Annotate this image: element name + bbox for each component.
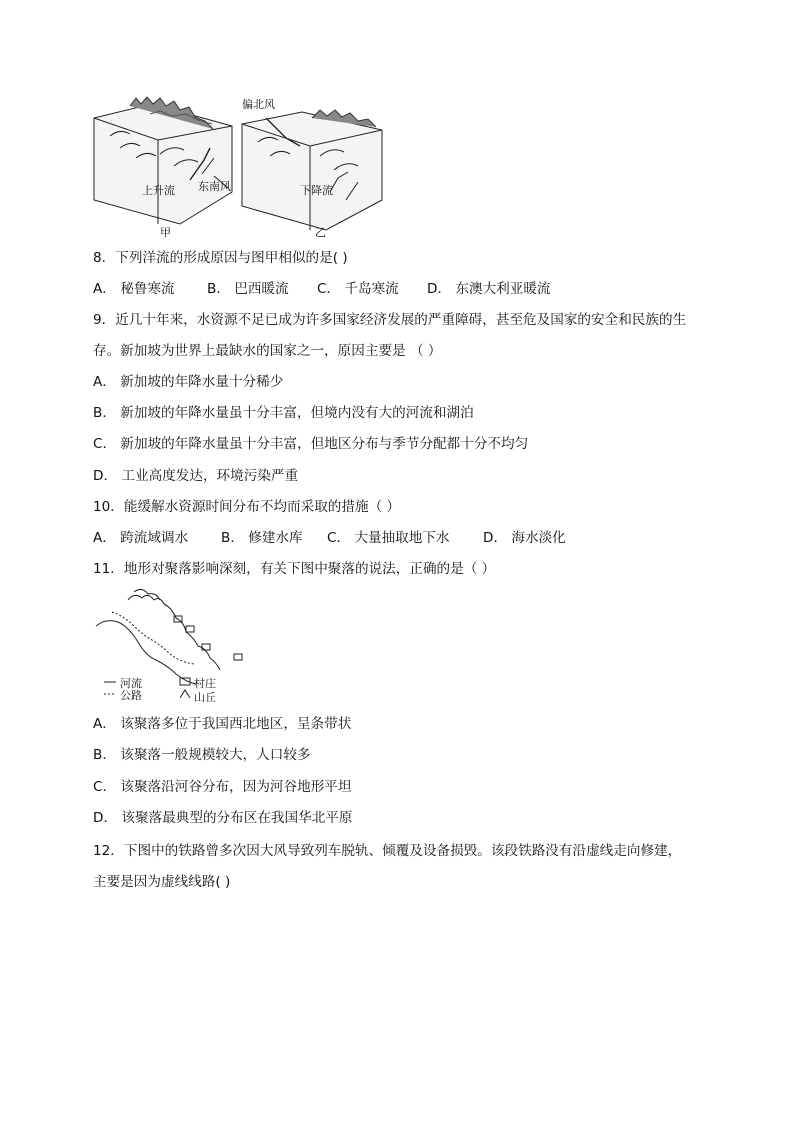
legend-hill-symbol [180, 690, 190, 698]
question-10-options [93, 529, 566, 547]
question-10-option-b[interactable]: B． 修建水库 [221, 530, 303, 546]
question-10-option-d[interactable]: D． 海水淡化 [483, 530, 566, 546]
downwelling-label: 下降流 [300, 184, 333, 197]
village-marker [202, 644, 210, 650]
question-9-option-c[interactable]: C． 新加坡的年降水量虽十分丰富，但地区分布与季节分配都十分不均匀 [93, 436, 529, 452]
southeast-wind-label: 东南风 [198, 180, 231, 193]
question-11-option-d[interactable]: D． 该聚落最典型的分布区在我国华北平原 [93, 810, 353, 826]
question-8-option-d[interactable]: D． 东澳大利亚暖流 [427, 281, 551, 297]
legend-hill-label: 山丘 [194, 691, 216, 704]
question-10-option-a[interactable]: A． 跨流域调水 [93, 530, 189, 546]
panel-right-block [242, 110, 382, 230]
question-9-stem-line1: 9．近几十年来，水资源不足已成为许多国家经济发展的严重障碍，甚至危及国家的安全和民族的生 [93, 312, 687, 328]
village-marker [234, 654, 242, 660]
panel-left-block [94, 97, 232, 224]
river-line [96, 621, 196, 684]
ocean-current-figure [90, 96, 390, 238]
question-10-option-c[interactable]: C． 大量抽取地下水 [327, 530, 450, 546]
question-11-option-a[interactable]: A． 该聚落多位于我国西北地区，呈条带状 [93, 716, 352, 732]
question-9-option-a[interactable]: A． 新加坡的年降水量十分稀少 [93, 374, 284, 390]
question-12-stem-line2: 主要是因为虚线线路( ) [93, 874, 231, 890]
north-wind-label: 偏北风 [242, 98, 275, 111]
ocean-current-diagram [90, 96, 390, 238]
legend-river-label: 河流 [120, 677, 142, 690]
question-9-option-b[interactable]: B． 新加坡的年降水量虽十分丰富，但境内没有大的河流和湖泊 [93, 405, 474, 421]
question-8-option-b[interactable]: B． 巴西暖流 [207, 281, 289, 297]
legend-village-label: 村庄 [194, 677, 216, 690]
question-11-option-c[interactable]: C． 该聚落沿河谷分布，因为河谷地形平坦 [93, 779, 352, 795]
panel-left-caption: 甲 [160, 226, 171, 239]
question-11-stem: 11．地形对聚落影响深刻，有关下图中聚落的说法，正确的是（ ） [93, 561, 496, 577]
question-9-option-d[interactable]: D． 工业高度发达，环境污染严重 [93, 468, 299, 484]
question-12-stem-line1: 12．下图中的铁路曾多次因大风导致列车脱轨、倾覆及设备损毁。该段铁路没有沿虚线走向修建， [93, 843, 682, 859]
upwelling-label: 上升流 [142, 184, 175, 197]
panel-right-caption: 乙 [315, 226, 326, 239]
question-8-option-c[interactable]: C． 千岛寒流 [317, 281, 399, 297]
settlement-map-drawing [94, 588, 254, 706]
settlement-map [94, 588, 254, 706]
question-9-stem-line2: 存。新加坡为世界上最缺水的国家之一，原因主要是 （ ） [93, 343, 442, 359]
question-8-option-a[interactable]: A． 秘鲁寒流 [93, 281, 175, 297]
question-11-option-b[interactable]: B． 该聚落一般规模较大，人口较多 [93, 747, 311, 763]
legend-road-label: 公路 [120, 689, 142, 702]
question-10-stem: 10．能缓解水资源时间分布不均而采取的措施（ ） [93, 499, 401, 515]
village-marker [186, 626, 194, 632]
question-8-stem: 8．下列洋流的形成原因与图甲相似的是( ) [93, 250, 348, 266]
question-8-options [93, 280, 551, 298]
